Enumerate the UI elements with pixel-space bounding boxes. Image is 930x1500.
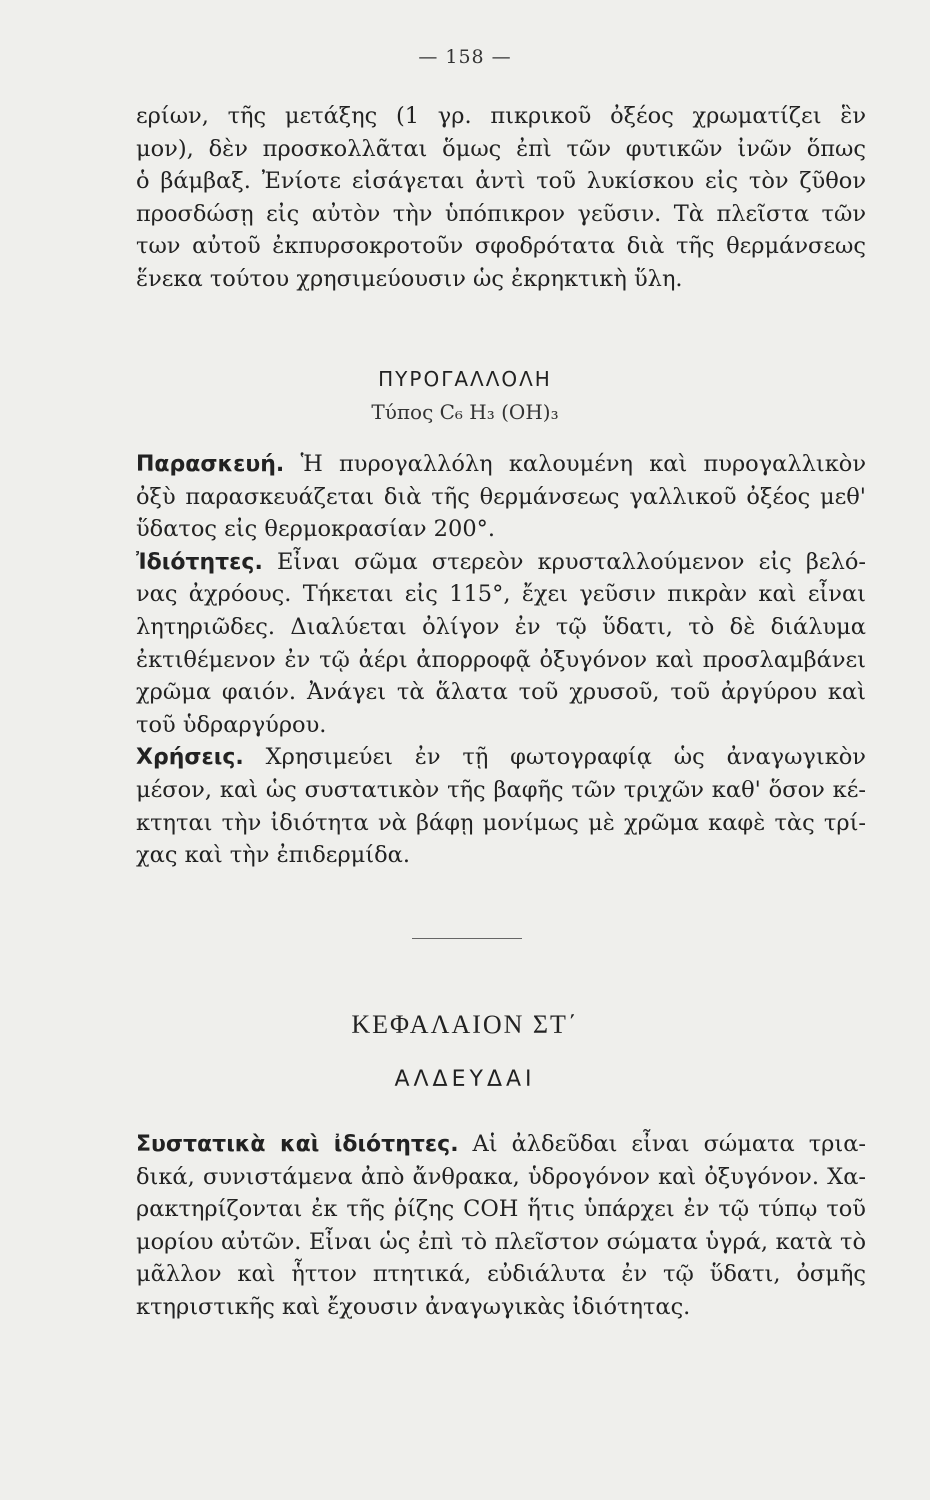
text-line: νας ἀχρόους. Τήκεται εἰς 115°, ἔχει γεῦσιν πικρὰν καὶ εἶναι [136,581,866,608]
properties-text: Εἶναι σῶμα στερεὸν κρυσταλλούμενον εἰς βελό- [262,548,866,575]
text-line: κτηται τὴν ἰδιότητα νὰ βάφῃ μονίμως μὲ χρῶμα καφὲ τὰς τρί- [136,809,866,836]
text-line: δικά, συνιστάμενα ἀπὸ ἄνθρακα, ὑδρογόνον καὶ ὀξυγόνον. Χα- [136,1163,866,1190]
text-line: τοῦ ὑδραργύρου. [136,711,327,738]
top-paragraph [136,100,866,296]
aldehydes-heading: ΑΛΔΕΥΔΑΙ [394,1067,536,1092]
composition-first-line [136,1128,866,1161]
text-line: κτηριστικῆς καὶ ἔχουσιν ἀναγωγικὰς ἰδιότητας. [136,1293,691,1320]
text-line: χρῶμα φαιόν. Ἀνάγει τὰ ἅλατα τοῦ χρυσοῦ, τοῦ ἀργύρου καὶ [136,679,866,706]
composition-text: Αἱ ἀλδεῦδαι εἶναι σώματα τρια- [458,1131,866,1157]
composition-label: Συστατικὰ καὶ ἰδιότητες. [136,1132,459,1157]
chemical-formula: Τύπος C₆ H₃ (OH)₃ [371,400,559,424]
text-line: μέσον, καὶ ὡς συστατικὸν τῆς βαφῆς τῶν τριχῶν καθ' ὅσον κέ- [136,776,866,803]
preparation-text: Ἡ πυρογαλλόλη καλουμένη καὶ πυρογαλλικὸν [284,451,866,477]
text-line: μᾶλλον καὶ ἧττον πτητικά, εὐδιάλυτα ἐν τῷ ὕδατι, ὀσμῆς [136,1261,866,1288]
text-line: λητηριῶδες. Διαλύεται ὀλίγον ἐν τῷ ὕδατι, τὸ δὲ διάλυμα [136,613,866,640]
page-number: — 158 — [418,46,512,68]
text-line: ἕνεκα τούτου χρησιμεύουσιν ὡς ἐκρηκτικὴ ὕλη. [136,265,683,292]
text-line: ὀξὺ παρασκευάζεται διὰ τῆς θερμάνσεως γαλλικοῦ ὀξέος μεθ' [136,483,866,510]
uses-text: Χρησιμεύει ἐν τῇ φωτογραφίᾳ ὡς ἀναγωγικὸν [243,744,866,771]
properties-first-line [136,546,866,579]
aldehydes-body [136,1128,866,1324]
uses-first-line [136,741,866,774]
text-line: των αὐτοῦ ἐκπυρσοκροτοῦν σφοδρότατα διὰ τῆς θερμάνσεως [136,233,866,260]
properties-label: Ἰδιότητες. [136,549,263,575]
preparation-first-line [136,448,866,481]
chapter-heading: ΚΕΦΑΛΑΙΟΝ ΣΤ΄ [351,1010,579,1039]
pyrogallol-heading: ΠΥΡΟΓΑΛΛΟΛΗ [378,367,552,391]
text-line: ρακτηρίζονται ἐκ τῆς ῥίζης COH ἥτις ὑπάρχει ἐν τῷ τύπῳ τοῦ [136,1196,866,1223]
preparation-label: Παρασκευή. [136,452,285,477]
text-line: ερίων, τῆς μετάξης (1 γρ. πικρικοῦ ὀξέος χρωματίζει ἓν [136,103,866,129]
text-line: μορίου αὐτῶν. Εἶναι ὡς ἐπὶ τὸ πλεῖστον σώματα ὑγρά, κατὰ τὸ [136,1228,866,1255]
pyrogallol-body [136,448,866,872]
section-divider [412,938,522,939]
text-line: ἐκτιθέμενον ἐν τῷ ἀέρι ἀπορροφᾷ ὀξυγόνον καὶ προσλαμβάνει [136,646,866,673]
text-line: χας καὶ τὴν ἐπιδερμίδα. [136,842,411,869]
text-line: προσδώσῃ εἰς αὐτὸν τὴν ὑπόπικρον γεῦσιν. Τὰ πλεῖστα τῶν [136,200,866,227]
uses-label: Χρήσεις. [136,745,244,771]
text-line: ὕδατος εἰς θερμοκρασίαν 200°. [136,516,496,543]
text-line: μον), δὲν προσκολλᾶται ὅμως ἐπὶ τῶν φυτικῶν ἰνῶν ὅπως [136,135,866,162]
text-line: ὁ βάμβαξ. Ἐνίοτε εἰσάγεται ἀντὶ τοῦ λυκίσκου εἰς τὸν ζῦθον [136,168,866,195]
